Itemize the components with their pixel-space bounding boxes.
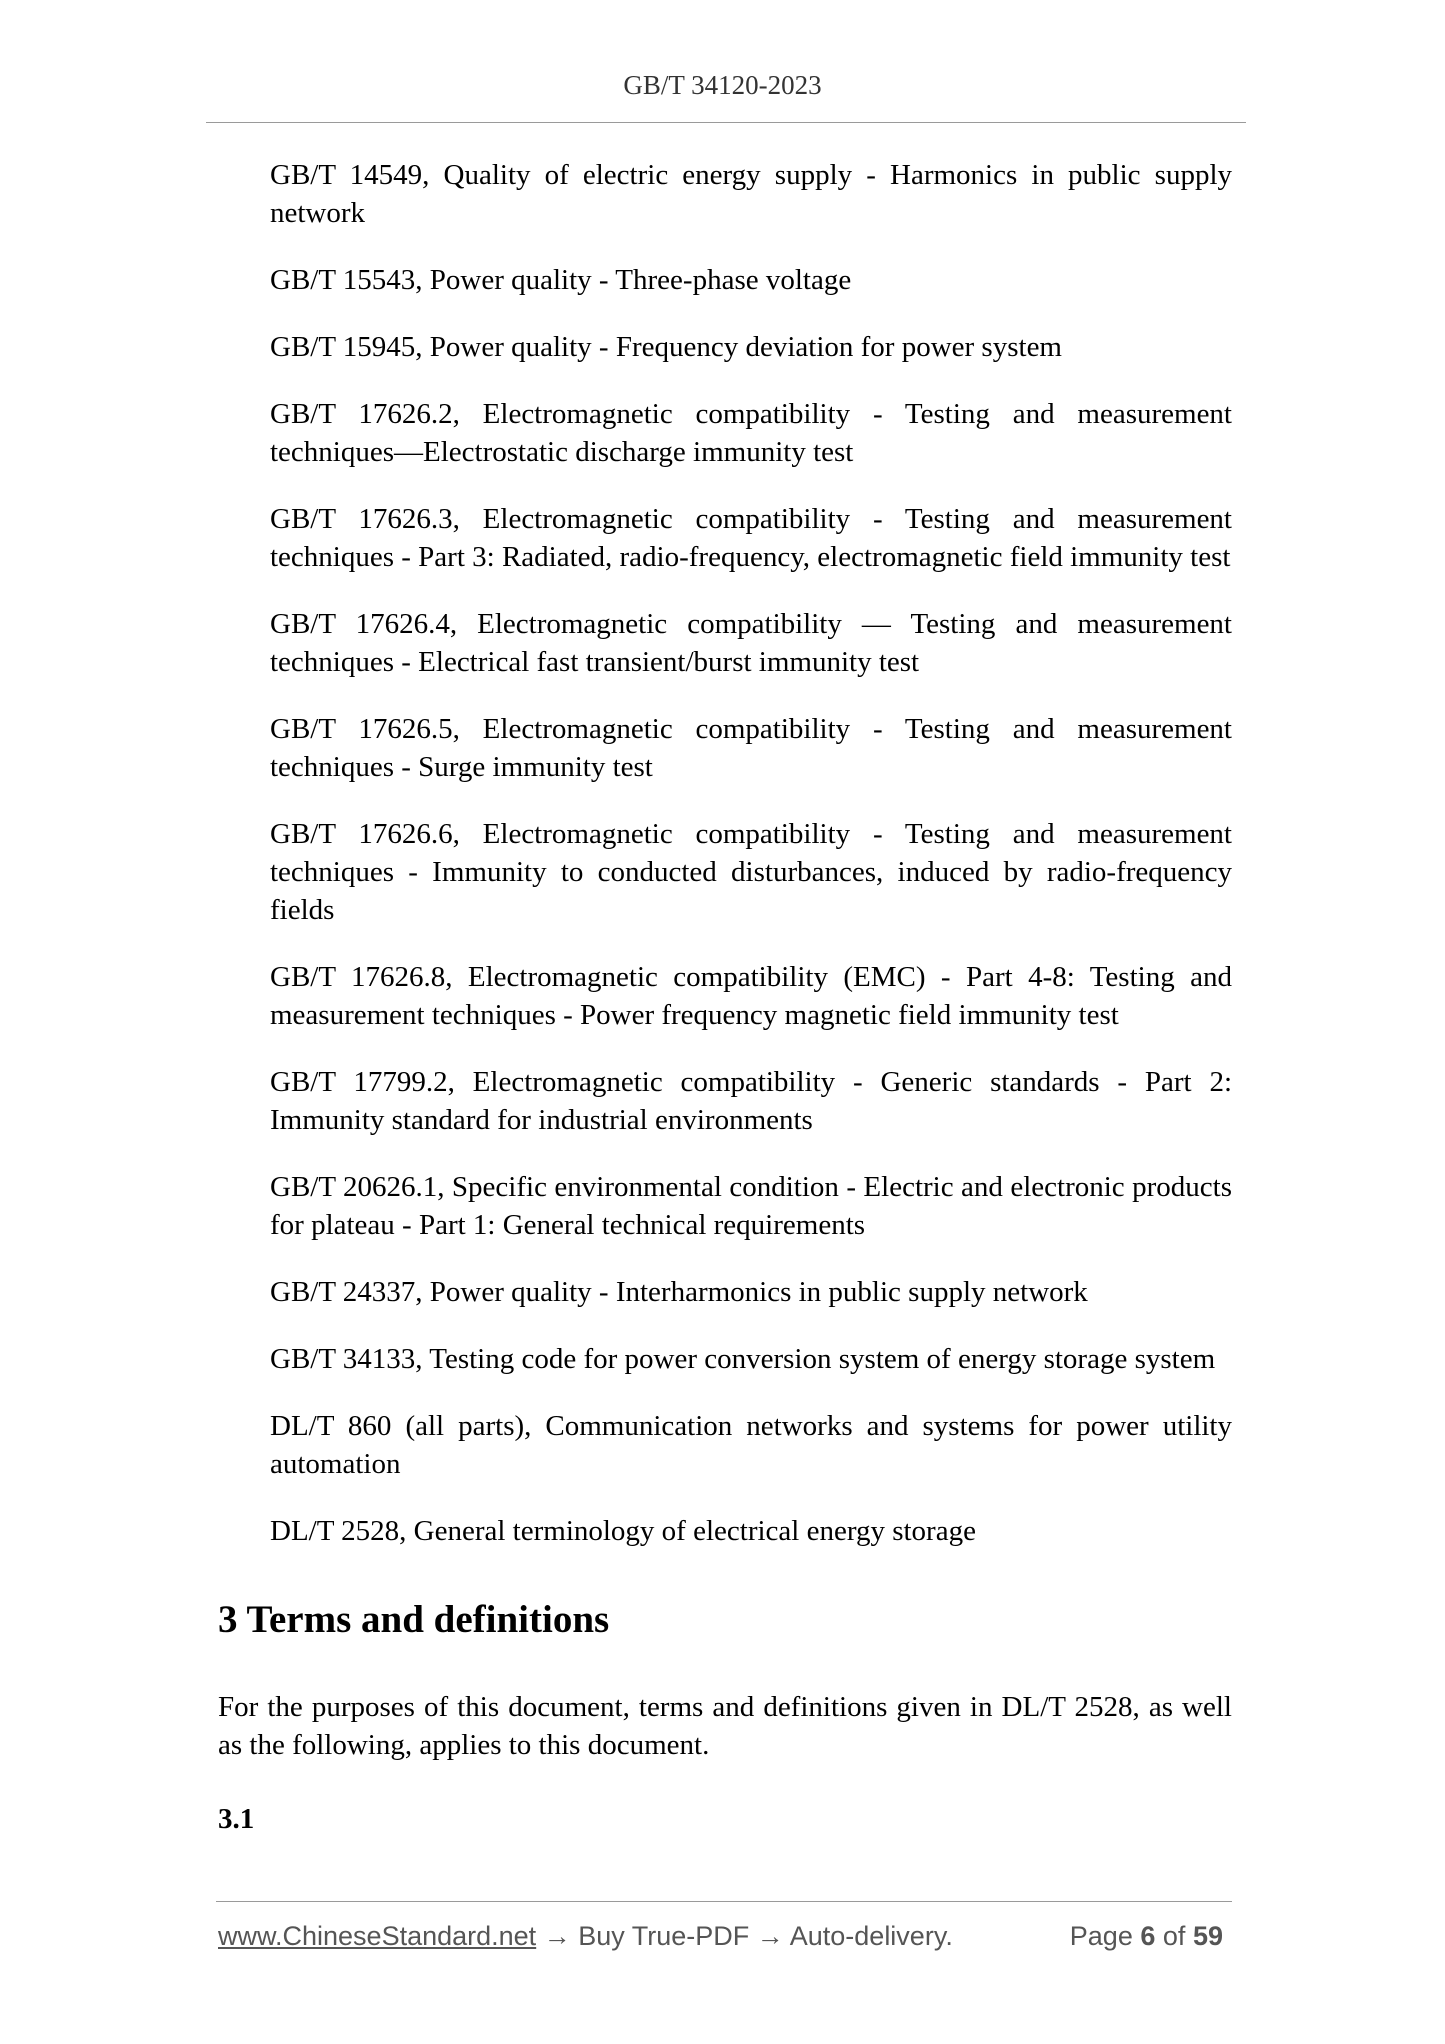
footer-promo	[218, 1918, 953, 1954]
page-label: Page	[1069, 1921, 1133, 1951]
reference-entry: DL/T 860 (all parts), Communication networks and systems for power utility automation	[270, 1410, 1232, 1480]
reference-entry: GB/T 17626.8, Electromagnetic compatibility (EMC) - Part 4-8: Testing and measurement techniques - Power frequency magnetic field immunity test	[270, 961, 1232, 1031]
reference-entry: GB/T 17799.2, Electromagnetic compatibility - Generic standards - Part 2: Immunity standard for industrial environments	[270, 1066, 1232, 1136]
reference-entry: GB/T 14549, Quality of electric energy supply - Harmonics in public supply network	[270, 159, 1232, 229]
reference-entry: GB/T 17626.4, Electromagnetic compatibility — Testing and measurement techniques - Electrical fast transient/burst immunity test	[270, 608, 1232, 678]
reference-entry: GB/T 17626.5, Electromagnetic compatibility - Testing and measurement techniques - Surge immunity test	[270, 713, 1232, 783]
current-page-number: 6	[1140, 1921, 1156, 1951]
total-pages-number: 59	[1192, 1921, 1223, 1951]
reference-entry: GB/T 20626.1, Specific environmental condition - Electric and electronic products for plateau - Part 1: General technical requirements	[270, 1171, 1232, 1241]
page-footer	[218, 1918, 1223, 1954]
reference-entry: GB/T 34133, Testing code for power conversion system of energy storage system	[270, 1343, 1216, 1375]
running-header: GB/T 34120-2023	[623, 70, 822, 100]
reference-entry: GB/T 24337, Power quality - Interharmonics in public supply network	[270, 1276, 1088, 1308]
reference-entry: GB/T 17626.2, Electromagnetic compatibility - Testing and measurement techniques—Electrostatic discharge immunity test	[270, 398, 1232, 468]
reference-entry: GB/T 17626.3, Electromagnetic compatibility - Testing and measurement techniques - Part 3: Radiated, radio-frequency, electromagnetic field immunity test	[270, 503, 1232, 573]
page-counter	[1070, 1918, 1223, 1954]
term-number: 3.1	[218, 1803, 255, 1835]
reference-entry: GB/T 15543, Power quality - Three-phase voltage	[270, 264, 852, 296]
header-divider	[206, 122, 1246, 123]
section-intro-paragraph: For the purposes of this document, terms and definitions given in DL/T 2528, as well as the following, applies to this document.	[218, 1691, 1232, 1761]
reference-entry: GB/T 15945, Power quality - Frequency deviation for power system	[270, 331, 1062, 363]
footer-tagline: → Buy True-PDF → Auto-delivery.	[536, 1921, 953, 1951]
section-heading: 3 Terms and definitions	[218, 1598, 610, 1641]
normative-references-list	[270, 156, 1232, 1579]
reference-entry: GB/T 17626.6, Electromagnetic compatibility - Testing and measurement techniques - Immunity to conducted disturbances, induced by radio-frequency fields	[270, 818, 1232, 926]
of-label: of	[1162, 1921, 1186, 1951]
reference-entry: DL/T 2528, General terminology of electrical energy storage	[270, 1515, 976, 1547]
website-link[interactable]: www.ChineseStandard.net	[218, 1921, 537, 1951]
footer-divider	[216, 1901, 1232, 1902]
